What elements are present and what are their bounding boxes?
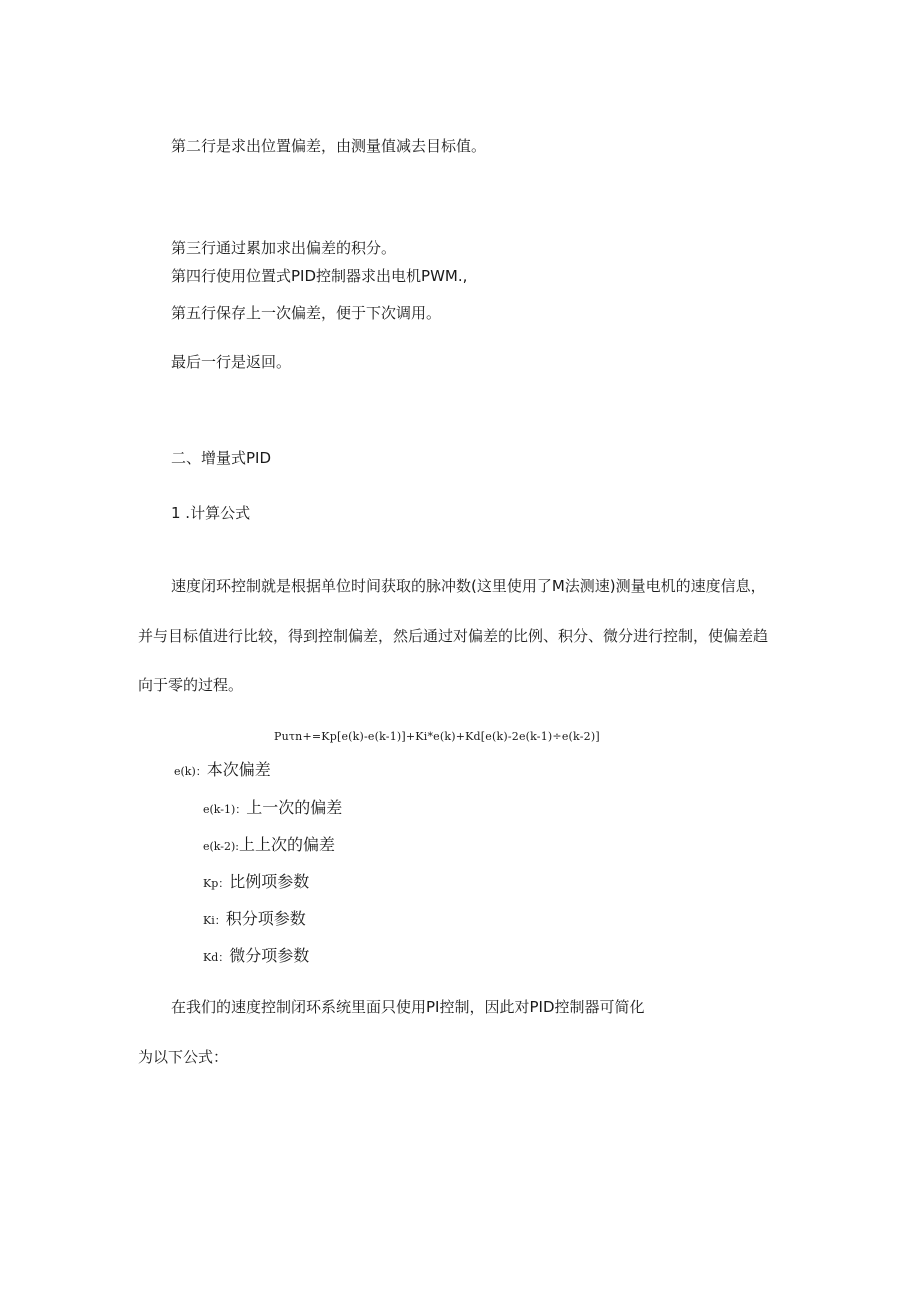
definition-item: [203, 837, 335, 853]
definition-item: [203, 911, 306, 927]
definition-symbol: e(k)：: [174, 765, 207, 778]
definition-item: [203, 948, 309, 964]
paragraph-line-4-desc: 第四行使用位置式PID控制器求出电机PWM.,: [171, 267, 468, 285]
definition-symbol: e(k-1)：: [203, 803, 247, 816]
definition-symbol: Kd：: [203, 951, 230, 964]
paragraph-line-2-desc: 第二行是求出位置偏差，由测量值减去目标值。: [171, 137, 487, 155]
definition-text: 比例项参数: [229, 872, 310, 891]
paragraph-line-5-desc: 第五行保存上一次偏差，便于下次调用。: [171, 304, 442, 322]
definition-symbol: e(k-2):: [203, 840, 239, 853]
body-paragraph-1-line-3: 向于零的过程。: [138, 676, 244, 694]
definition-item: [203, 874, 309, 890]
definition-symbol: Kp：: [203, 877, 230, 890]
paragraph-line-3-desc: 第三行通过累加求出偏差的积分。: [171, 239, 397, 257]
definition-symbol: Ki：: [203, 914, 226, 927]
definition-item: [203, 800, 342, 816]
pid-formula: Puτn+=Kp[e(k)-e(k-1)]+Ki*e(k)+Kd[e(k)-2e(k-1)÷e(k-2)]: [274, 730, 600, 743]
definition-text: 积分项参数: [225, 909, 306, 928]
body-paragraph-1-line-2: 并与目标值进行比较，得到控制偏差，然后通过对偏差的比例、积分、微分进行控制，使偏差趋: [138, 627, 769, 645]
definition-text: 本次偏差: [206, 760, 271, 779]
body-paragraph-2-line-2: 为以下公式：: [138, 1048, 229, 1066]
sub-heading: 1 .计算公式: [171, 504, 251, 522]
body-paragraph-2-line-1: 在我们的速度控制闭环系统里面只使用PI控制，因此对PID控制器可简化: [171, 998, 645, 1016]
definition-text: 微分项参数: [229, 946, 310, 965]
body-paragraph-1-line-1: 速度闭环控制就是根据单位时间获取的脉冲数(这里使用了M法测速)测量电机的速度信息，: [171, 577, 766, 595]
definition-item: [174, 762, 271, 778]
paragraph-last-line-desc: 最后一行是返回。: [171, 353, 292, 371]
section-heading: 二、增量式PID: [171, 449, 272, 467]
definition-text: 上一次的偏差: [246, 798, 343, 817]
definition-text: 上上次的偏差: [239, 835, 336, 854]
